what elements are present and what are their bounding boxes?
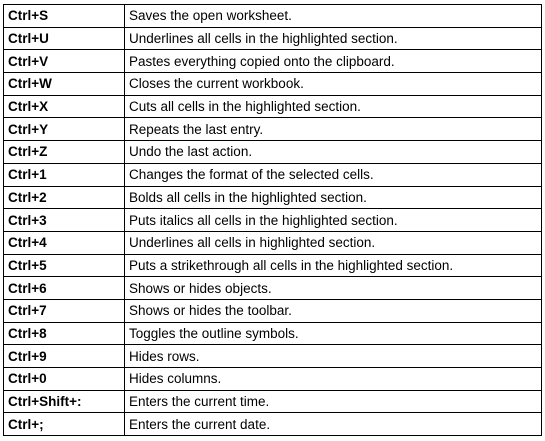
shortcut-key: Ctrl+9 [4,345,125,368]
table-row [4,345,542,368]
shortcut-key: Ctrl+3 [4,209,125,232]
shortcut-key: Ctrl+2 [4,186,125,209]
shortcut-description: Toggles the outline symbols. [125,322,542,345]
shortcut-key: Ctrl+Y [4,118,125,141]
shortcut-description: Undo the last action. [125,141,542,164]
table-row [4,141,542,164]
table-row [4,186,542,209]
shortcut-description: Closes the current workbook. [125,73,542,96]
shortcut-key: Ctrl+X [4,95,125,118]
table-row [4,73,542,96]
shortcut-table-body [4,5,542,436]
shortcut-key: Ctrl+Shift+: [4,390,125,413]
shortcut-description: Changes the format of the selected cells. [125,163,542,186]
table-row [4,322,542,345]
shortcut-key: Ctrl+0 [4,368,125,391]
shortcut-description: Shows or hides objects. [125,277,542,300]
table-row [4,5,542,28]
shortcut-key: Ctrl+7 [4,299,125,322]
shortcut-description: Hides rows. [125,345,542,368]
shortcut-key: Ctrl+4 [4,231,125,254]
table-row [4,209,542,232]
shortcut-key: Ctrl+U [4,27,125,50]
shortcut-description: Repeats the last entry. [125,118,542,141]
table-row [4,27,542,50]
table-row [4,118,542,141]
shortcut-key: Ctrl+1 [4,163,125,186]
table-row [4,299,542,322]
shortcut-description: Enters the current time. [125,390,542,413]
shortcut-description: Puts a strikethrough all cells in the highlighted section. [125,254,542,277]
table-row [4,277,542,300]
shortcut-description: Saves the open worksheet. [125,5,542,28]
shortcut-description: Underlines all cells in highlighted section. [125,231,542,254]
table-row [4,390,542,413]
shortcut-description: Underlines all cells in the highlighted section. [125,27,542,50]
table-row [4,413,542,436]
table-row [4,50,542,73]
shortcut-description: Enters the current date. [125,413,542,436]
shortcut-table [3,4,542,436]
shortcut-description: Puts italics all cells in the highlighted section. [125,209,542,232]
shortcut-key: Ctrl+5 [4,254,125,277]
shortcut-key: Ctrl+; [4,413,125,436]
table-row [4,95,542,118]
table-row [4,163,542,186]
shortcut-description: Hides columns. [125,368,542,391]
shortcut-key: Ctrl+V [4,50,125,73]
shortcut-description: Cuts all cells in the highlighted section. [125,95,542,118]
shortcut-description: Pastes everything copied onto the clipboard. [125,50,542,73]
shortcut-key: Ctrl+6 [4,277,125,300]
shortcut-description: Bolds all cells in the highlighted section. [125,186,542,209]
table-row [4,368,542,391]
shortcut-description: Shows or hides the toolbar. [125,299,542,322]
table-row [4,231,542,254]
table-row [4,254,542,277]
shortcut-key: Ctrl+W [4,73,125,96]
shortcut-key: Ctrl+S [4,5,125,28]
shortcut-key: Ctrl+Z [4,141,125,164]
shortcut-key: Ctrl+8 [4,322,125,345]
